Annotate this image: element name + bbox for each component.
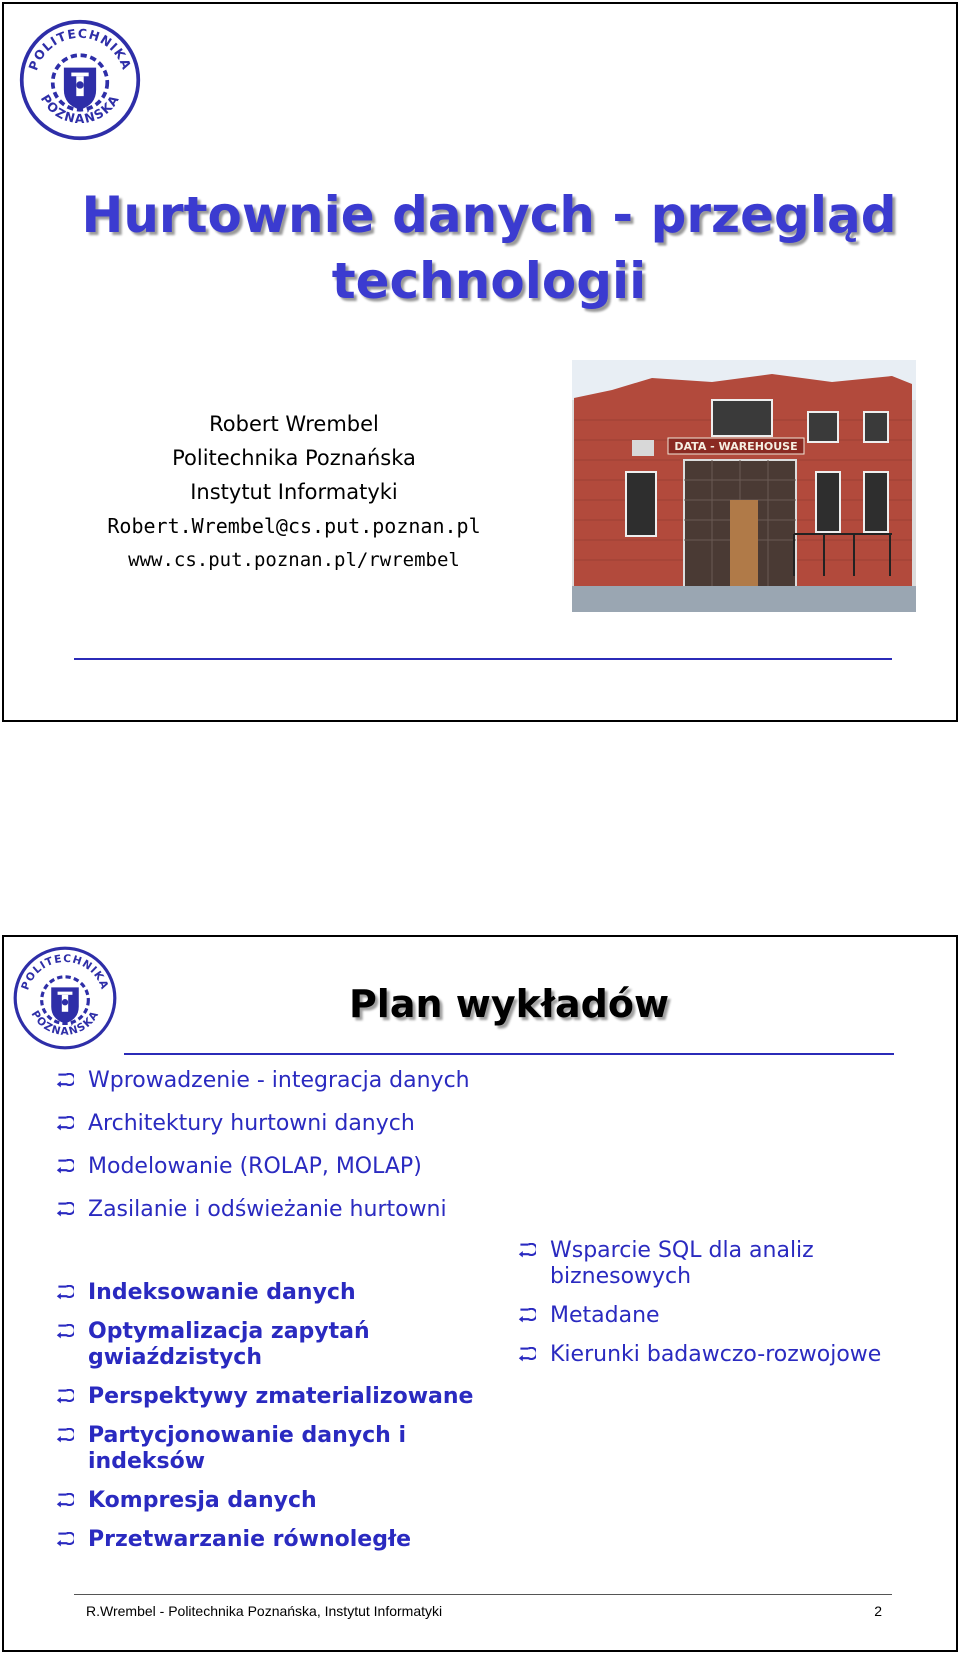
agenda-list-intro bbox=[54, 1068, 524, 1240]
page-number: 2 bbox=[874, 1603, 882, 1619]
list-item: Wsparcie SQL dla analiz biznesowych bbox=[516, 1238, 840, 1290]
svg-text:POLITECHNIKA: POLITECHNIKA bbox=[25, 25, 135, 73]
title-divider bbox=[74, 658, 892, 660]
arrow-bullet-icon bbox=[54, 1202, 74, 1218]
svg-text:POZNAŃSKA: POZNAŃSKA bbox=[28, 1008, 102, 1038]
list-item: Optymalizacja zapytań gwiaździstych bbox=[54, 1319, 408, 1371]
arrow-bullet-icon bbox=[54, 1389, 74, 1405]
agenda-list-extra bbox=[516, 1238, 956, 1368]
list-item: Kierunki badawczo-rozwojowe bbox=[516, 1342, 956, 1368]
arrow-bullet-icon bbox=[516, 1308, 536, 1324]
footer-divider bbox=[74, 1594, 892, 1595]
svg-text:POLITECHNIKA: POLITECHNIKA bbox=[19, 952, 111, 992]
warehouse-sign: DATA - WAREHOUSE bbox=[674, 440, 798, 453]
arrow-bullet-icon bbox=[54, 1324, 74, 1340]
list-item: Zasilanie i odświeżanie hurtowni bbox=[54, 1197, 524, 1240]
institute: Instytut Informatyki bbox=[190, 480, 398, 504]
svg-text:POZNAŃSKA: POZNAŃSKA bbox=[37, 91, 123, 127]
website-url: www.cs.put.poznan.pl/rwrembel bbox=[128, 549, 460, 571]
arrow-bullet-icon bbox=[516, 1243, 536, 1259]
list-item: Wprowadzenie - integracja danych bbox=[54, 1068, 524, 1111]
agenda-list-topics bbox=[54, 1280, 524, 1553]
title-line-1: Hurtownie danych - przegląd bbox=[81, 186, 897, 244]
list-item: Perspektywy zmaterializowane bbox=[54, 1384, 524, 1410]
presentation-title bbox=[64, 182, 914, 314]
title-line-2: technologii bbox=[331, 252, 647, 310]
email-address: Robert.Wrembel@cs.put.poznan.pl bbox=[107, 514, 481, 538]
agenda-title: Plan wykładów bbox=[348, 982, 670, 1026]
slide-footer bbox=[86, 1603, 882, 1619]
list-item: Modelowanie (ROLAP, MOLAP) bbox=[54, 1154, 524, 1197]
footer-text: R.Wrembel - Politechnika Poznańska, Instytut Informatyki bbox=[86, 1603, 443, 1619]
list-item: Kompresja danych bbox=[54, 1488, 524, 1514]
list-item: Przetwarzanie równoległe bbox=[54, 1527, 524, 1553]
list-item: Partycjonowanie danych i indeksów bbox=[54, 1423, 408, 1475]
arrow-bullet-icon bbox=[54, 1159, 74, 1175]
list-item: Architektury hurtowni danych bbox=[54, 1111, 524, 1154]
title-slide bbox=[2, 2, 958, 722]
author-name: Robert Wrembel bbox=[209, 412, 379, 436]
affiliation: Politechnika Poznańska bbox=[172, 446, 416, 470]
arrow-bullet-icon bbox=[516, 1347, 536, 1363]
agenda-slide bbox=[2, 935, 958, 1652]
arrow-bullet-icon bbox=[54, 1285, 74, 1301]
arrow-bullet-icon bbox=[54, 1073, 74, 1089]
university-logo-icon bbox=[12, 945, 118, 1051]
arrow-bullet-icon bbox=[54, 1532, 74, 1548]
warehouse-photo bbox=[572, 360, 916, 612]
arrow-bullet-icon bbox=[54, 1493, 74, 1509]
list-item: Indeksowanie danych bbox=[54, 1280, 524, 1306]
arrow-bullet-icon bbox=[54, 1116, 74, 1132]
arrow-bullet-icon bbox=[54, 1428, 74, 1444]
author-block bbox=[94, 407, 494, 577]
title-divider bbox=[124, 1053, 894, 1055]
university-logo-icon bbox=[18, 18, 142, 142]
list-item: Metadane bbox=[516, 1303, 956, 1329]
